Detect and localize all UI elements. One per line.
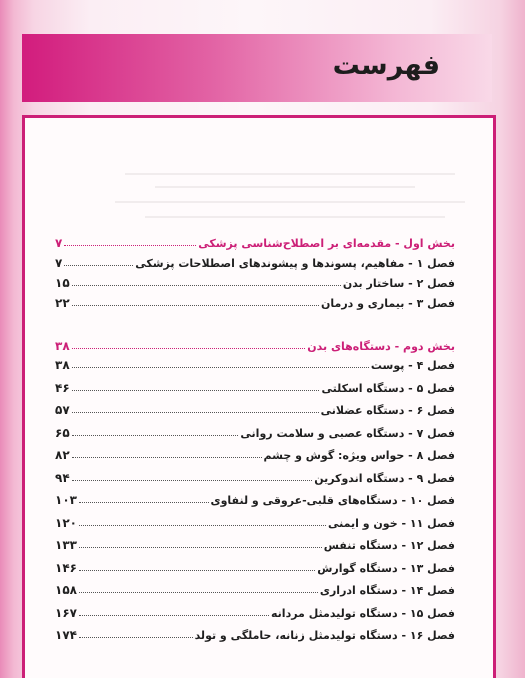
toc-page-number: ۱۷۴ [55, 628, 77, 642]
leader-dots [79, 592, 318, 593]
leader-dots [79, 615, 269, 616]
toc-entry-label: فصل ۱۱ - خون و ایمنی [328, 517, 455, 530]
toc-entry-label: فصل ۴ - پوست [370, 359, 455, 372]
leader-dots [72, 348, 306, 349]
toc-entry-label: فصل ۱۴ - دستگاه ادراری [319, 584, 455, 597]
toc-page-number: ۸۲ [55, 448, 70, 462]
toc-entry[interactable] [55, 600, 455, 620]
toc-entry[interactable] [55, 290, 455, 310]
toc-entry-label: فصل ۱ - مفاهیم، پسوندها و پیشوندهای اصطلاحات پزشکی [135, 257, 455, 270]
toc-entry[interactable] [55, 555, 455, 575]
toc-page-number: ۶۵ [55, 426, 70, 440]
toc-page-number: ۷ [55, 256, 63, 270]
toc-part-1[interactable] [55, 230, 455, 250]
toc-part-title: بخش دوم - دستگاه‌های بدن [307, 340, 455, 353]
toc-entry[interactable] [55, 397, 455, 417]
toc-page-number: ۳۸ [55, 358, 70, 372]
toc-entry-label: فصل ۱۶ - دستگاه تولیدمثل زنانه، حاملگی و تولد [194, 629, 455, 642]
leader-dots [79, 525, 326, 526]
toc-entry[interactable] [55, 250, 455, 270]
toc-page-number: ۷ [55, 236, 63, 250]
toc-entry-label: فصل ۳ - بیماری و درمان [321, 297, 455, 310]
toc-part-title: بخش اول - مقدمه‌ای بر اصطلاح‌شناسی پزشکی [198, 237, 455, 250]
leader-dots [72, 457, 262, 458]
toc-page-number: ۱۰۳ [55, 493, 77, 507]
toc-page-number: ۱۵ [55, 276, 70, 290]
leader-dots [72, 435, 239, 436]
toc-entry[interactable] [55, 577, 455, 597]
leader-dots [79, 637, 193, 638]
toc-entry[interactable] [55, 622, 455, 642]
toc-entry[interactable] [55, 532, 455, 552]
toc-page-number: ۱۶۷ [55, 606, 77, 620]
toc-entry[interactable] [55, 270, 455, 290]
toc-page-number: ۵۷ [55, 403, 70, 417]
show-through-text [125, 173, 455, 175]
leader-dots [64, 265, 133, 266]
show-through-text [155, 186, 415, 188]
page-title: فهرست [332, 50, 440, 81]
toc-entry-label: فصل ۱۲ - دستگاه تنفس [323, 539, 455, 552]
leader-dots [72, 285, 341, 286]
show-through-text [115, 201, 465, 203]
toc-page-number: ۱۳۳ [55, 538, 77, 552]
toc-page-number: ۱۲۰ [55, 516, 77, 530]
show-through-text [145, 216, 445, 218]
toc-page-number: ۹۴ [55, 471, 70, 485]
toc-entry[interactable] [55, 510, 455, 530]
leader-dots [72, 412, 319, 413]
toc-entry[interactable] [55, 487, 455, 507]
toc-entry[interactable] [55, 442, 455, 462]
leader-dots [72, 367, 369, 368]
leader-dots [72, 390, 320, 391]
toc-entry-label: فصل ۱۰ - دستگاه‌های قلبی-عروقی و لنفاوی [210, 494, 455, 507]
toc-entry-label: فصل ۹ - دستگاه اندوکرین [314, 472, 455, 485]
header-band [22, 34, 492, 102]
toc-page-number: ۱۵۸ [55, 583, 77, 597]
toc-entry-label: فصل ۷ - دستگاه عصبی و سلامت روانی [240, 427, 455, 440]
toc-entry-label: فصل ۱۵ - دستگاه تولیدمثل مردانه [271, 607, 455, 620]
toc-page-number: ۳۸ [55, 339, 70, 353]
leader-dots [79, 570, 315, 571]
leader-dots [72, 305, 319, 306]
toc-page-number: ۲۲ [55, 296, 70, 310]
leader-dots [79, 547, 322, 548]
toc-entry-label: فصل ۲ - ساختار بدن [342, 277, 455, 290]
toc-entry-label: فصل ۶ - دستگاه عضلانی [320, 404, 455, 417]
toc-entry-label: فصل ۵ - دستگاه اسکلتی [321, 382, 455, 395]
toc-page-number: ۱۴۶ [55, 561, 77, 575]
toc-entry[interactable] [55, 352, 455, 372]
leader-dots [64, 245, 196, 246]
toc-entry[interactable] [55, 375, 455, 395]
toc-entry[interactable] [55, 465, 455, 485]
leader-dots [72, 480, 313, 481]
toc-entry-label: فصل ۱۳ - دستگاه گوارش [317, 562, 455, 575]
toc-entry-label: فصل ۸ - حواس ویژه: گوش و چشم [263, 449, 455, 462]
toc-page-number: ۴۶ [55, 381, 70, 395]
toc-part-2[interactable] [55, 333, 455, 353]
leader-dots [79, 502, 209, 503]
toc-entry[interactable] [55, 420, 455, 440]
